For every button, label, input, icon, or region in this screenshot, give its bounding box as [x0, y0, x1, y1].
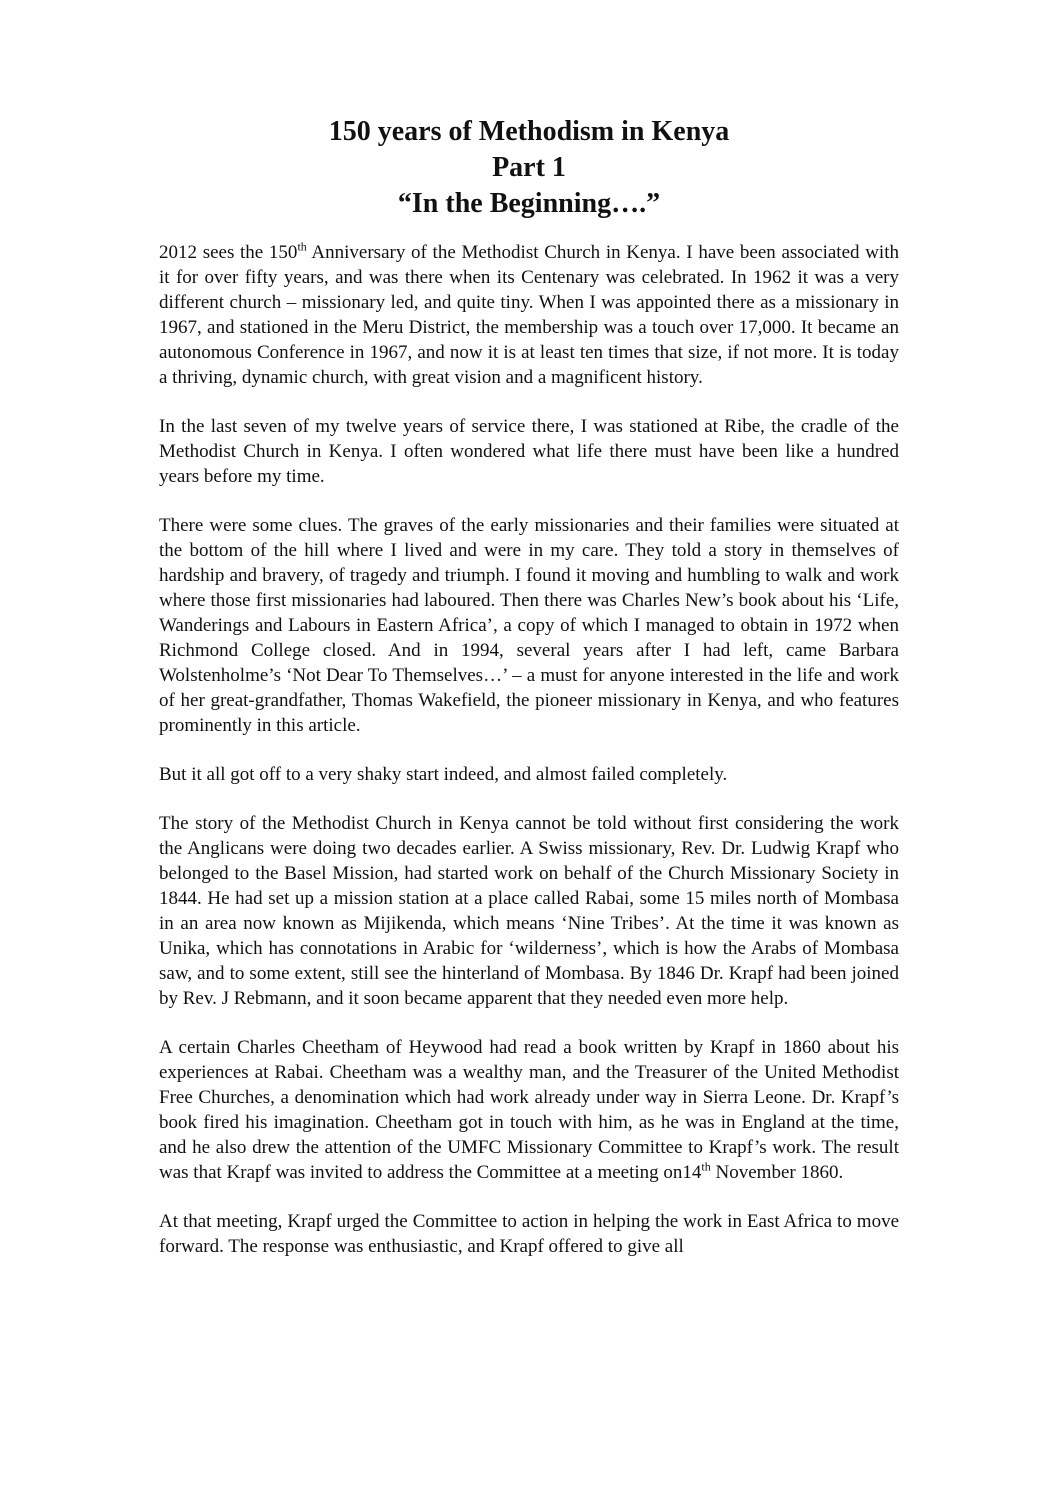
document-title [0, 114, 1058, 222]
paragraph-6-text-b: November 1860. [710, 1162, 844, 1183]
paragraph-6 [159, 1035, 899, 1185]
paragraph-5: The story of the Methodist Church in Kenya cannot be told without first considering the work the Anglicans were doing two decades earlier. A Swiss missionary, Rev. Dr. Ludwig Krapf who belonged to the Basel Mission, had started work on behalf of the Church Missionary Society in 1844. He had set up a mission station at a place called Rabai, some 15 miles north of Mombasa in an area now known as Mijikenda, which means ‘Nine Tribes’. At the time it was known as Unika, which has connotations in Arabic for ‘wilderness’, which is how the Arabs of Mombasa saw, and to some extent, still see the hinterland of Mombasa. By 1846 Dr. Krapf had been joined by Rev. J Rebmann, and it soon became apparent that they needed even more help. [159, 813, 899, 1009]
paragraph-1 [159, 240, 899, 390]
paragraph-7: At that meeting, Krapf urged the Committee to action in helping the work in East Africa to move forward. The response was enthusiastic, and Krapf offered to give all [159, 1211, 899, 1257]
paragraph-4: But it all got off to a very shaky start indeed, and almost failed completely. [159, 764, 728, 785]
title-line-2: Part 1 [492, 152, 566, 183]
paragraph-1-text-a: 2012 sees the 150 [159, 242, 298, 263]
paragraph-6-text-a: A certain Charles Cheetham of Heywood had read a book written by Krapf in 1860 about his experiences at Rabai. Cheetham was a wealthy man, and the Treasurer of the United Methodist Free Churches, a denomination which had work already under way in Sierra Leone. Dr. Krapf’s book fired his imagination. Cheetham got in touch with him, as he was in England at the time, and he also drew the attention of the UMFC Missionary Committee to Krapf’s work. The result was that Krapf was invited to address the Committee at a meeting on14 [159, 1037, 899, 1183]
article-body [159, 240, 899, 1283]
ordinal-superscript: th [297, 239, 307, 254]
title-line-1: 150 years of Methodism in Kenya [328, 116, 730, 147]
paragraph-1-text-b: Anniversary of the Methodist Church in Kenya. I have been associated with it for over fifty years, and was there when its Centenary was celebrated. In 1962 it was a very different church – missionary led, and quite tiny. When I was appointed there as a missionary in 1967, and stationed in the Meru District, the membership was a touch over 17,000. It became an autonomous Conference in 1967, and now it is at least ten times that size, if not more. It is today a thriving, dynamic church, with great vision and a magnificent history. [159, 242, 899, 388]
paragraph-2: In the last seven of my twelve years of service there, I was stationed at Ribe, the cradle of the Methodist Church in Kenya. I often wondered what life there must have been like a hundred years before my time. [159, 416, 899, 487]
title-line-3: “In the Beginning….” [397, 188, 661, 219]
paragraph-3: There were some clues. The graves of the early missionaries and their families were situated at the bottom of the hill where I lived and were in my care. They told a story in themselves of hardship and bravery, of tragedy and triumph. I found it moving and humbling to walk and work where those first missionaries had laboured. Then there was Charles New’s book about his ‘Life, Wanderings and Labours in Eastern Africa’, a copy of which I managed to obtain in 1972 when Richmond College closed. And in 1994, several years after I had left, came Barbara Wolstenholme’s ‘Not Dear To Themselves…’ – a must for anyone interested in the life and work of her great-grandfather, Thomas Wakefield, the pioneer missionary in Kenya, and who features prominently in this article. [159, 515, 899, 736]
ordinal-superscript: th [701, 1159, 711, 1174]
